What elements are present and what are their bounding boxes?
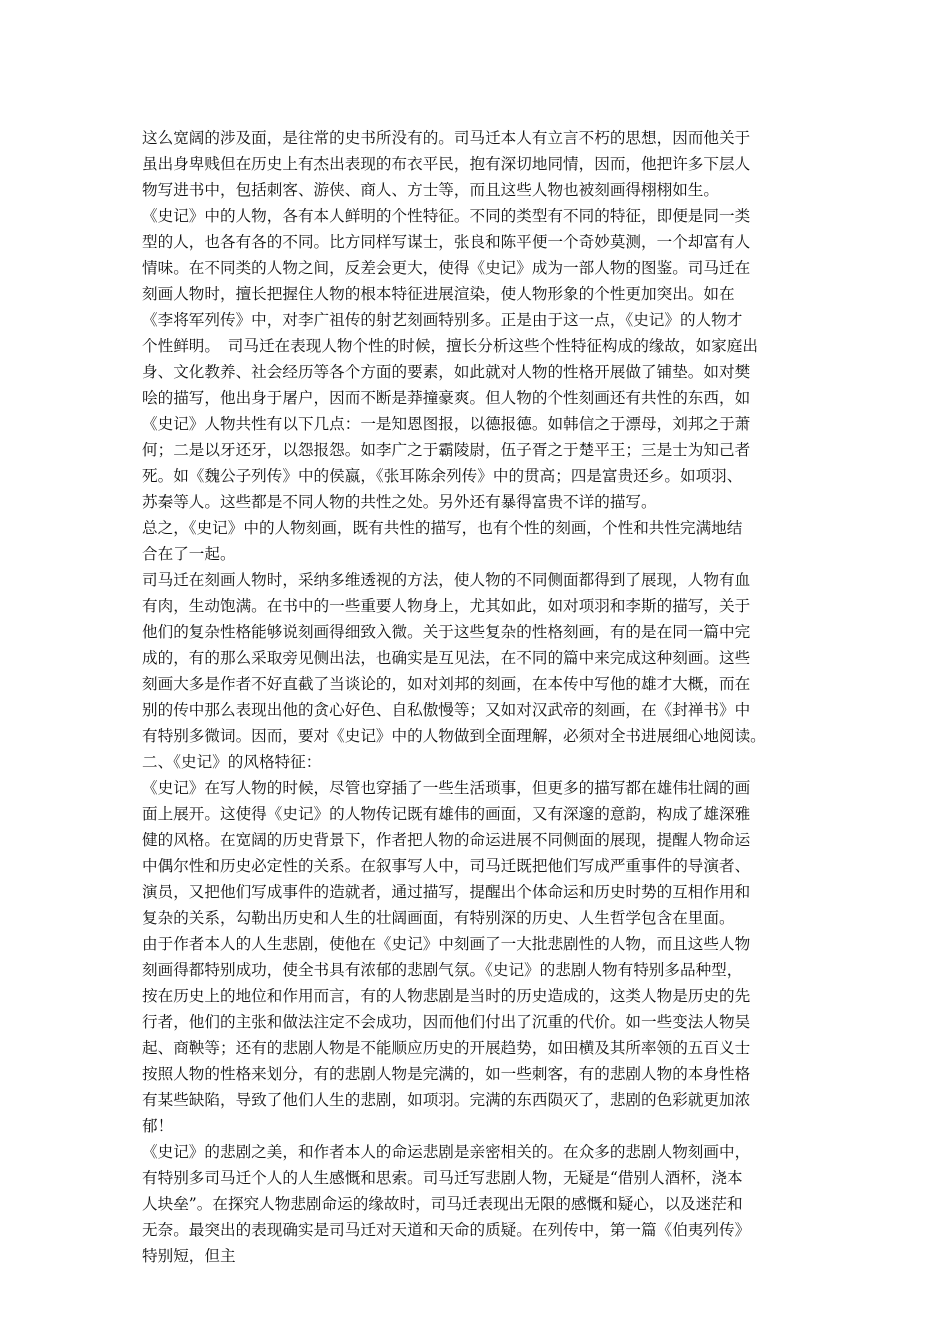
text-line: 《史记》在写人物的时候，尽管也穿插了一些生活琐事，但更多的描写都在雄伟壮阔的画	[142, 779, 751, 797]
text-line: 人块垒”。在探究人物悲剧命运的缘故时，司马迁表现出无限的感慨和疑心，以及迷茫和	[142, 1195, 743, 1213]
text-line: 这么宽阔的涉及面，是往常的史书所没有的。司马迁本人有立言不朽的思想，因而他关于	[142, 129, 751, 147]
text-line: 哙的描写，他出身于屠户，因而不断是莽撞豪爽。但人物的个性刻画还有共性的东西，如	[142, 389, 751, 407]
text-line: 何；二是以牙还牙，以怨报怨。如李广之于霸陵尉，伍子胥之于楚平王；三是士为知己者	[142, 441, 751, 459]
text-line: 按照人物的性格来划分，有的悲剧人物是完满的，如一些刺客，有的悲剧人物的本身性格	[142, 1065, 751, 1083]
text-line: 《李将军列传》中，对李广祖传的射艺刻画特别多。正是由于这一点，《史记》的人物才	[142, 311, 743, 329]
text-line: 情味。在不同类的人物之间，反差会更大，使得《史记》成为一部人物的图鉴。司马迁在	[142, 259, 751, 277]
text-line: 无奈。最突出的表现确实是司马迁对天道和天命的质疑。在列传中，第一篇《伯夷列传》	[142, 1221, 751, 1239]
text-line: 起、商鞅等；还有的悲剧人物是不能顺应历史的开展趋势，如田横及其所率领的五百义士	[142, 1039, 751, 1057]
text-line: 死。如《魏公子列传》中的侯嬴，《张耳陈余列传》中的贯高；四是富贵还乡。如项羽、	[142, 467, 743, 485]
text-line: 复杂的关系，勾勒出历史和人生的壮阔画面，有特别深的历史、人生哲学包含在里面。	[142, 909, 735, 927]
text-line: 个性鲜明。 司马迁在表现人物个性的时候，擅长分析这些个性特征构成的缘故，如家庭出	[142, 337, 758, 355]
text-line: 按在历史上的地位和作用而言，有的人物悲剧是当时的历史造成的，这类人物是历史的先	[142, 987, 751, 1005]
text-line: 苏秦等人。这些都是不同人物的共性之处。另外还有暴得富贵不详的描写。	[142, 493, 657, 511]
section-heading: 二、《史记》的风格特征：	[142, 753, 322, 771]
text-line: 面上展开。这使得《史记》的人物传记既有雄伟的画面，又有深邃的意韵，构成了雄深雅	[142, 805, 751, 823]
text-line: 有特别多司马迁个人的人生感慨和思索。司马迁写悲剧人物，无疑是“借别人酒杯，浇本	[142, 1169, 743, 1187]
text-line: 虽出身卑贱但在历史上有杰出表现的布衣平民，抱有深切地同情，因而，他把许多下层人	[142, 155, 751, 173]
text-line: 行者，他们的主张和做法注定不会成功，因而他们付出了沉重的代价。如一些变法人物吴	[142, 1013, 751, 1031]
text-line: 由于作者本人的人生悲剧，使他在《史记》中刻画了一大批悲剧性的人物，而且这些人物	[142, 935, 751, 953]
text-line: 演员，又把他们写成事件的造就者，通过描写，提醒出个体命运和历史时势的互相作用和	[142, 883, 751, 901]
text-line: 合在了一起。	[142, 545, 236, 563]
text-line: 总之，《史记》中的人物刻画，既有共性的描写，也有个性的刻画，个性和共性完满地结	[142, 519, 743, 537]
text-line: 别的传中那么表现出他的贪心好色、自私傲慢等；又如对汉武帝的刻画，在《封禅书》中	[142, 701, 751, 719]
text-line: 司马迁在刻画人物时，采纳多维透视的方法，使人物的不同侧面都得到了展现，人物有血	[142, 571, 751, 589]
text-line: 中偶尔性和历史必定性的关系。在叙事写人中，司马迁既把他们写成严重事件的导演者、	[142, 857, 751, 875]
text-line: 健的风格。在宽阔的历史背景下，作者把人物的命运进展不同侧面的展现，提醒人物命运	[142, 831, 751, 849]
text-line: 郁！	[142, 1117, 174, 1135]
text-line: 刻画人物时，擅长把握住人物的根本特征进展渲染，使人物形象的个性更加突出。如在	[142, 285, 735, 303]
text-line: 有特别多微词。因而，要对《史记》中的人物做到全面理解，必须对全书进展细心地阅读。	[142, 727, 766, 745]
text-line: 《史记》中的人物，各有本人鲜明的个性特征。不同的类型有不同的特征，即便是同一类	[142, 207, 751, 225]
text-line: 《史记》人物共性有以下几点：一是知恩图报，以德报德。如韩信之于漂母，刘邦之于萧	[142, 415, 751, 433]
text-line: 刻画得都特别成功，使全书具有浓郁的悲剧气氛。《史记》的悲剧人物有特别多品种型，	[142, 961, 743, 979]
text-line: 特别短，但主	[142, 1247, 236, 1265]
text-line: 有肉，生动饱满。在书中的一些重要人物身上，尤其如此，如对项羽和李斯的描写，关于	[142, 597, 751, 615]
text-line: 他们的复杂性格能够说刻画得细致入微。关于这些复杂的性格刻画，有的是在同一篇中完	[142, 623, 751, 641]
text-line: 型的人，也各有各的不同。比方同样写谋士，张良和陈平便一个奇妙莫测，一个却富有人	[142, 233, 751, 251]
text-line: 刻画大多是作者不好直截了当谈论的，如对刘邦的刻画，在本传中写他的雄才大概，而在	[142, 675, 751, 693]
text-line: 物写进书中，包括刺客、游侠、商人、方士等，而且这些人物也被刻画得栩栩如生。	[142, 181, 719, 199]
text-line: 成的，有的那么采取旁见侧出法，也确实是互见法，在不同的篇中来完成这种刻画。这些	[142, 649, 751, 667]
text-line: 有某些缺陷，导致了他们人生的悲剧，如项羽。完满的东西陨灭了，悲剧的色彩就更加浓	[142, 1091, 751, 1109]
text-line: 身、文化教养、社会经历等各个方面的要素，如此就对人物的性格开展做了铺垫。如对樊	[142, 363, 751, 381]
text-line: 《史记》的悲剧之美，和作者本人的命运悲剧是亲密相关的。在众多的悲剧人物刻画中，	[142, 1143, 751, 1161]
document-body	[142, 125, 812, 1269]
